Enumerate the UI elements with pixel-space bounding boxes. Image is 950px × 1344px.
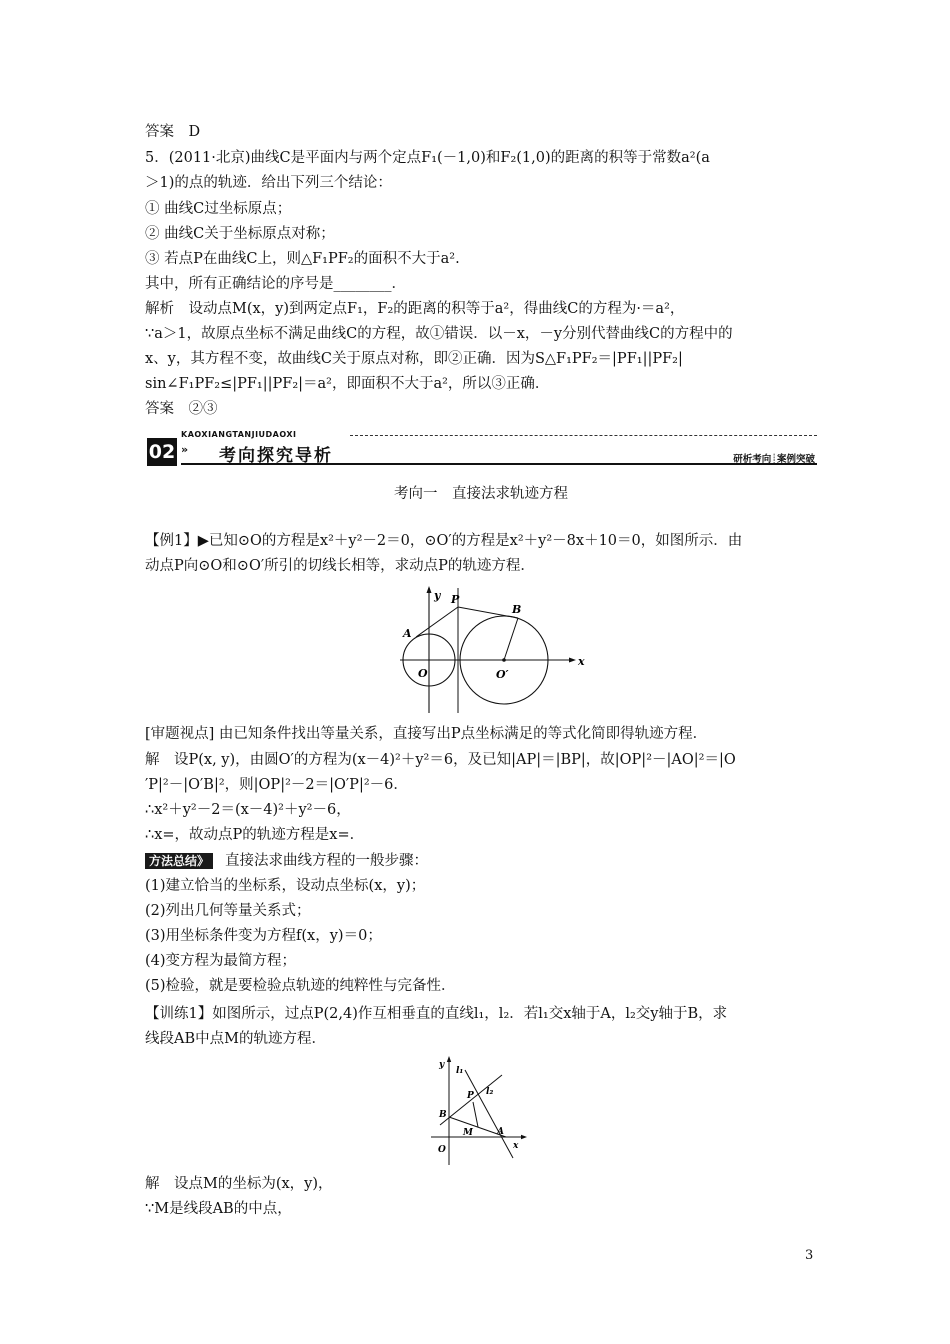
conclusion-2: ② 曲线C关于坐标原点对称； [145,226,335,242]
analysis-line-2: ∵a＞1，故原点坐标不满足曲线C的方程，故①错误．以－x，－y分别代替曲线C的方程中的 [145,326,733,342]
fig1-y-arrow-icon [427,586,432,593]
tangent-PA [416,607,458,637]
solution-viewpoint: [审题视点] 由已知条件找出等量关系，直接写出P点坐标满足的等式化简即得轨迹方程． [145,726,708,742]
answer-line-5: 答案 ②③ [145,401,218,417]
training-solution-line-1: 解 设点M的坐标为(x，y)， [145,1176,333,1192]
method-step-3: (3)用坐标条件变为方程f(x，y)＝0； [145,928,382,944]
fig1-label-P: P [451,593,460,606]
tangent-PB [458,607,518,618]
banner-pinyin: KAOXIANGTANJIUDAOXI [181,430,297,439]
figure-perpendicular-lines [425,1055,535,1167]
example-1-line-2: 动点P向⊙O和⊙O′所引的切线长相等，求动点P的轨迹方程． [145,558,535,574]
fig2-label-y: y [439,1060,445,1070]
fig1-label-x: x [578,655,585,668]
example-1-line-1: 【例1】▶已知⊙O的方程是x²＋y²－2＝0，⊙O′的方程是x²＋y²－8x＋10＝0，如图所示．由 [145,533,743,549]
method-summary-tag: 方法总结》 [145,853,213,869]
figure-circles [398,585,594,715]
line-l1 [465,1070,513,1158]
analysis-line-3: x、y，其方程不变，故曲线C关于原点对称，即②正确．因为S△F₁PF₂＝|PF₁||PF₂| [145,351,683,367]
banner-arrow-icon: » [181,443,189,456]
method-step-4: (4)变方程为最简方程； [145,953,297,969]
problem-5-line-2: ＞1)的点的轨迹．给出下列三个结论： [145,175,392,191]
fig1-x-arrow-icon [569,658,576,663]
banner-title: 考向探究导析 [219,446,333,466]
analysis-line-4: sin∠F₁PF₂≤|PF₁||PF₂|＝a²，即面积不大于a²，所以③正确． [145,376,550,392]
banner-subtitle: 研析考向┊案例突破 [733,454,815,465]
section-banner [145,425,817,469]
training-1-line-2: 线段AB中点M的轨迹方程． [145,1031,326,1047]
conclusion-3: ③ 若点P在曲线C上，则△F₁PF₂的面积不大于a². [145,251,460,267]
solution-line-3: ∴x²＋y²－2＝(x－4)²＋y²－6， [145,802,351,818]
training-solution-line-2: ∵M是线段AB的中点， [145,1201,292,1217]
fig2-label-l2: l₂ [486,1087,494,1097]
radius-OB [504,618,518,660]
banner-number: 02 [147,438,177,466]
banner-rule [181,463,817,465]
training-1-line-1: 【训练1】如图所示，过点P(2,4)作互相垂直的直线l₁，l₂．若l₁交x轴于A，l₂交y轴于B，求 [145,1006,728,1022]
fig1-label-O: O [418,667,428,680]
fig1-label-y: y [434,589,441,602]
fig1-label-O-prime: O′ [496,668,509,681]
method-step-1: (1)建立恰当的坐标系，设动点坐标(x，y)； [145,878,426,894]
fig2-x-arrow-icon [521,1135,527,1139]
fig2-label-O: O [438,1145,446,1155]
fig2-label-x: x [513,1141,519,1151]
fig2-label-A: A [497,1127,504,1137]
analysis-line-1: 解析 设动点M(x，y)到两定点F₁，F₂的距离的积等于a²，得曲线C的方程为·＝a²， [145,301,685,317]
conclusion-1: ① 曲线C过坐标原点； [145,201,292,217]
fig1-label-A: A [403,627,412,640]
solution-line-2: ′P|²－|O′B|²，则|OP|²－2＝|O′P|²－6． [145,777,408,793]
solution-line-4: ∴x=，故动点P的轨迹方程是x=． [145,827,365,843]
fig2-label-P: P [467,1091,474,1101]
fig2-y-arrow-icon [447,1056,451,1062]
problem-5-line-1: 5．(2011·北京)曲线C是平面内与两个定点F₁(－1,0)和F₂(1,0)的距离的积等于常数a²(a [145,150,710,166]
method-step-2: (2)列出几何等量关系式； [145,903,311,919]
answer-line-4: 答案 D [145,124,201,140]
fig2-label-l1: l₁ [456,1066,464,1076]
method-intro: 直接法求曲线方程的一般步骤： [225,853,428,869]
banner-dashed-rule [350,435,817,436]
page-number: 3 [805,1248,814,1263]
question-blank: 其中，所有正确结论的序号是________． [145,276,406,292]
segment-PM [473,1102,478,1127]
method-step-5: (5)检验，就是要检验点轨迹的纯粹性与完备性． [145,978,456,994]
fig1-label-B: B [512,603,522,616]
fig2-label-M: M [463,1128,473,1138]
section-title: 考向一 直接法求轨迹方程 [394,486,568,502]
solution-line-1: 解 设P(x, y)，由圆O′的方程为(x－4)²＋y²＝6，及已知|AP|＝|BP|，故|OP|²－|AO|²＝|O [145,752,736,768]
center-O-prime-dot [502,658,506,662]
fig2-label-B: B [439,1110,447,1120]
